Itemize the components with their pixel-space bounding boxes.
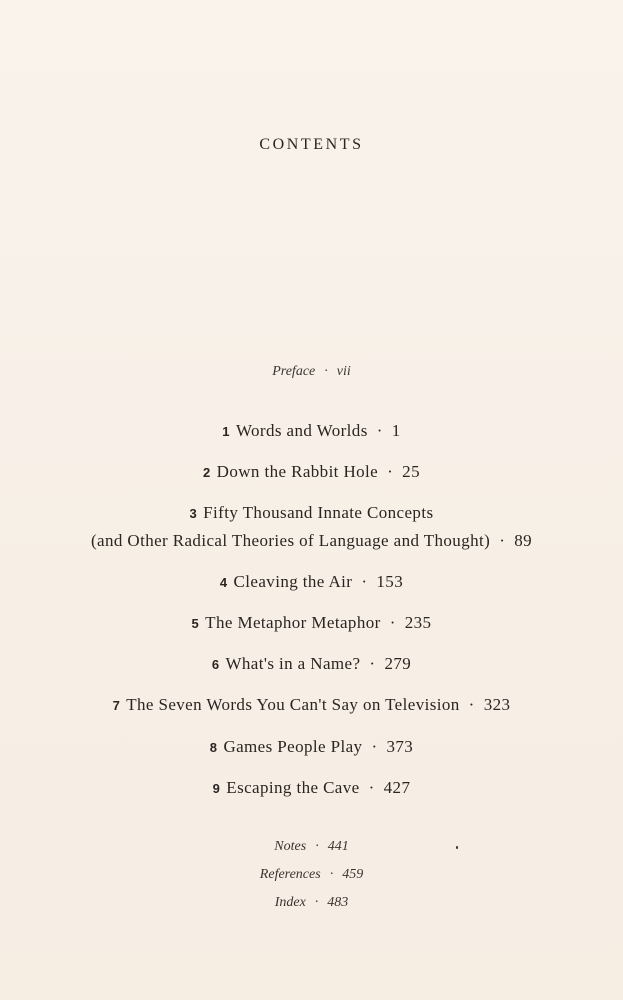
chapter-title: Escaping the Cave: [226, 778, 360, 797]
separator: ·: [499, 531, 506, 550]
chapter-entry: [0, 462, 623, 482]
back-matter-title: Index: [274, 895, 306, 910]
back-matter-entry: [0, 867, 623, 883]
chapter-number: 7: [112, 698, 121, 713]
chapter-page: 89: [514, 531, 533, 550]
chapter-number: 1: [222, 424, 230, 439]
chapter-number: 9: [212, 781, 221, 796]
separator: ·: [315, 839, 319, 854]
separator: ·: [324, 364, 328, 379]
chapter-title: Down the Rabbit Hole: [216, 462, 379, 481]
separator: ·: [369, 654, 376, 673]
chapter-page: 25: [402, 462, 420, 481]
separator: ·: [368, 778, 375, 797]
back-matter-entry: [0, 839, 623, 855]
chapter-title: Fifty Thousand Innate Concepts: [203, 503, 434, 522]
chapter-title: The Metaphor Metaphor: [205, 613, 381, 632]
contents-heading: CONTENTS: [259, 136, 364, 153]
chapter-title: What's in a Name?: [225, 654, 361, 673]
chapter-page: 1: [391, 421, 401, 440]
chapter-subtitle: (and Other Radical Theories of Language and Thought): [90, 531, 491, 550]
chapter-title: Words and Worlds: [235, 421, 368, 440]
back-matter-title: Notes: [274, 839, 307, 854]
chapter-title: The Seven Words You Can't Say on Television: [126, 695, 460, 714]
separator: ·: [371, 737, 378, 756]
preface-page: vii: [336, 364, 351, 379]
preface-title: Preface: [272, 364, 316, 379]
chapter-page: 153: [376, 572, 404, 591]
chapter-title: Cleaving the Air: [233, 572, 353, 591]
back-matter-page: 483: [327, 895, 349, 910]
chapter-number: 5: [191, 616, 200, 631]
back-matter-page: 459: [342, 867, 364, 882]
chapter-entry: [0, 778, 623, 798]
separator: ·: [387, 462, 394, 481]
chapter-number: 2: [203, 465, 211, 480]
separator: ·: [376, 421, 383, 440]
chapter-entry: [0, 572, 623, 592]
back-matter-entry: [0, 895, 623, 911]
back-matter-title: References: [259, 867, 321, 882]
chapter-page: 235: [404, 613, 432, 632]
chapter-entry: [0, 421, 623, 441]
chapter-title: Games People Play: [223, 737, 363, 756]
separator: ·: [389, 613, 396, 632]
preface-entry: [0, 364, 623, 380]
chapter-page: 279: [384, 654, 412, 673]
chapter-number: 8: [209, 740, 218, 755]
chapter-page: 323: [483, 695, 511, 714]
chapter-number: 3: [189, 506, 198, 521]
back-matter-page: 441: [327, 839, 349, 854]
chapter-number: 4: [219, 575, 228, 590]
chapter-subtitle-line: [0, 531, 623, 551]
chapter-entry: [0, 613, 623, 633]
separator: ·: [361, 572, 368, 591]
chapter-entry: [0, 695, 623, 715]
chapter-page: 373: [386, 737, 414, 756]
separator: ·: [468, 695, 475, 714]
chapter-entry: [0, 503, 623, 523]
separator: ·: [329, 867, 334, 882]
chapter-page: 427: [383, 778, 411, 797]
ink-speck: [456, 846, 458, 849]
chapter-entry: [0, 737, 623, 757]
separator: ·: [314, 895, 319, 910]
chapter-entry: [0, 654, 623, 674]
chapter-number: 6: [211, 657, 220, 672]
